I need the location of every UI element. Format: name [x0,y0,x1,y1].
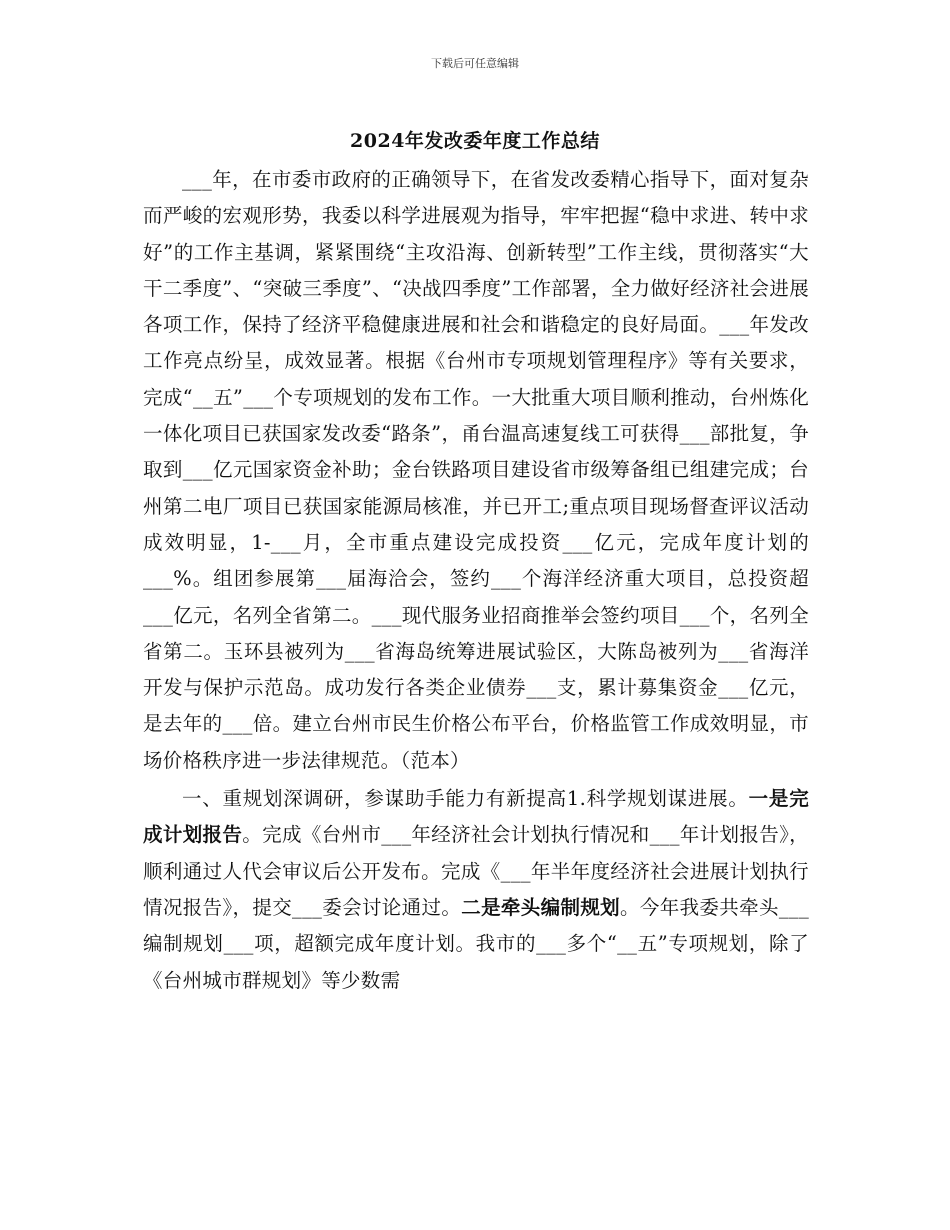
paragraph-intro: ___年，在市委市政府的正确领导下，在省发改委精心指导下，面对复杂而严峻的宏观形势，我委以科学进展观为指导，牢牢把握“稳中求进、转中求好”的工作主基调，紧紧围绕“主攻沿海、创新转型”工作主线，贯彻落实“大干二季度”、“突破三季度”、“决战四季度”工作部署，全力做好经济社会进展各项工作，保持了经济平稳健康进展和社会和谐稳定的良好局面。___年发改工作亮点纷呈，成效显著。根据《台州市专项规划管理程序》等有关要求，完成“__五”___个专项规划的发布工作。一大批重大项目顺利推动，台州炼化一体化项目已获国家发改委“路条”，甬台温高速复线工可获得___部批复，争取到___亿元国家资金补助；金台铁路项目建设省市级筹备组已组建完成；台州第二电厂项目已获国家能源局核准，并已开工;重点项目现场督查评议活动成效明显，1-___月，全市重点建设完成投资___亿元，完成年度计划的___%。组团参展第___届海洽会，签约___个海洋经济重大项目，总投资超___亿元，名列全省第二。___现代服务业招商推举会签约项目___个，名列全省第二。玉环县被列为___省海岛统筹进展试验区，大陈岛被列为___省海洋开发与保护示范岛。成功发行各类企业债券___支，累计募集资金___亿元，是去年的___倍。建立台州市民生价格公布平台，价格监管工作成效明显，市场价格秩序进一步法律规范。（范本） [143,168,809,772]
section-lead: 一、重规划深调研，参谋助手能力有新提高1.科学规划谋进展。 [182,787,749,811]
document-body [143,162,809,999]
bold-heading-plan-report: 一是完成计划报告 [143,787,809,847]
paragraph-section-one [143,781,809,999]
document-title: 2024年发改委年度工作总结 [350,130,600,152]
plan-report-text: 。完成《台州市___年经济社会计划执行情况和___年计划报告》，顺利通过人代会审议后公开发布。完成《___年半年度经济社会进展计划执行情况报告》，提交___委会讨论通过。 [143,823,809,919]
compile-plans-text: 。今年我委共牵头___编制规划___项，超额完成年度计划。我市的___多个“__五”专项规划，除了《台州城市群规划》等少数需 [143,895,809,992]
header-note: 下载后可任意编辑 [431,57,519,70]
bold-heading-compile-plans: 二是牵头编制规划 [461,895,621,919]
